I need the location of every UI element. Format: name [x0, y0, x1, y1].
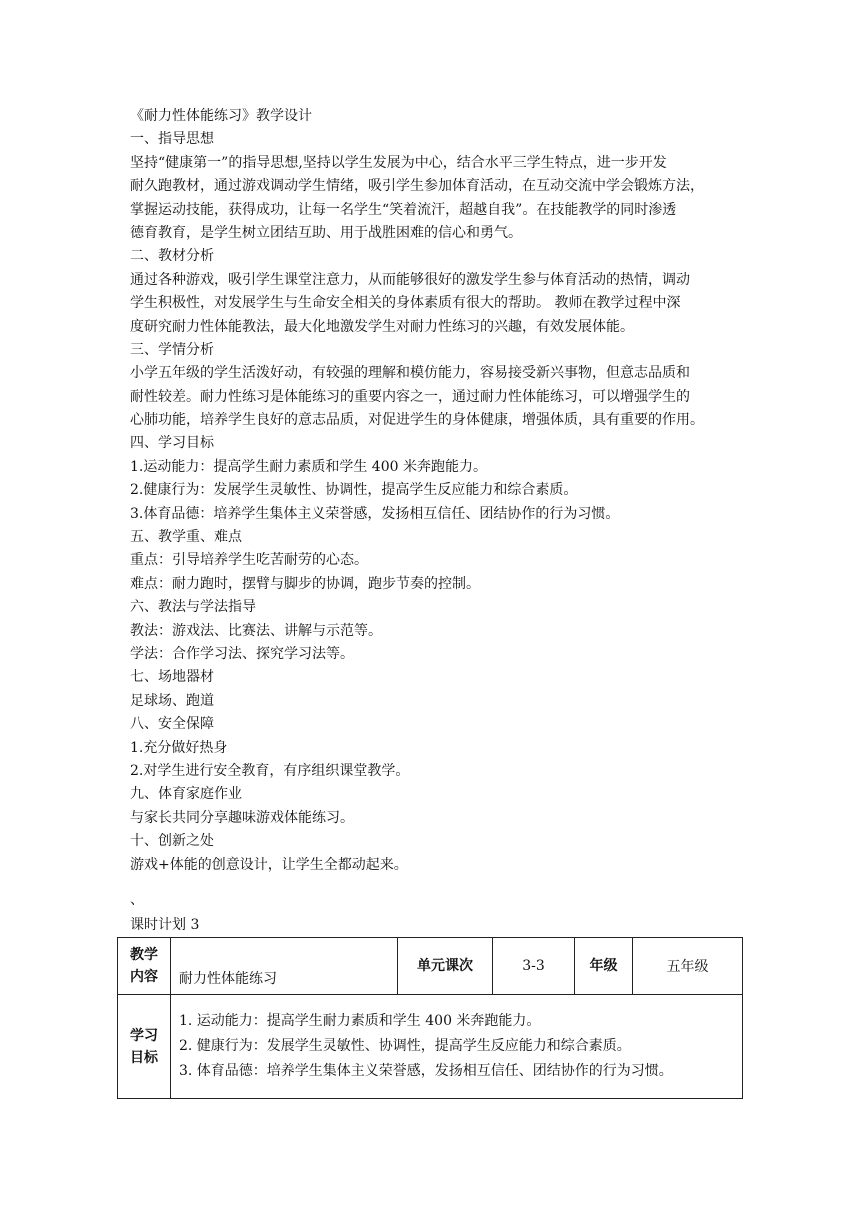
lesson-design-text: [130, 105, 746, 877]
paragraph-line: 通过各种游戏，吸引学生课堂注意力，从而能够很好的激发学生参与体育活动的热情，调动: [130, 271, 690, 288]
goal-item: 1.运动能力：提高学生耐力素质和学生 400 米奔跑能力。: [130, 458, 487, 475]
paragraph-line: 游戏+体能的创意设计，让学生全都动起来。: [130, 856, 408, 873]
grade-value-cell: [633, 938, 743, 995]
section-heading: 十、创新之处: [130, 833, 214, 850]
unit-value-cell: [493, 938, 575, 995]
unit-label-cell: [398, 938, 493, 995]
table-row: [118, 995, 743, 1099]
paragraph-line: 度研究耐力性体能教法，最大化地激发学生对耐力性练习的兴趣，有效发展体能。: [130, 318, 634, 335]
goal-line: 1. 运动能力：提高学生耐力素质和学生 400 米奔跑能力。: [179, 1013, 541, 1029]
goal-item: 2.健康行为：发展学生灵敏性、协调性，提高学生反应能力和综合素质。: [130, 482, 578, 499]
plan-title: 课时计划 3: [130, 917, 200, 933]
content-label-line1: 教学: [130, 947, 158, 963]
content-label-cell: [118, 938, 171, 995]
section-heading: 一、指导思想: [130, 131, 214, 148]
paragraph-line: 2.对学生进行安全教育，有序组织课堂教学。: [130, 762, 410, 779]
section-heading: 七、场地器材: [130, 669, 214, 686]
goal-item: 3.体育品德：培养学生集体主义荣誉感，发扬相互信任、团结协作的行为习惯。: [130, 505, 620, 522]
paragraph-line: 耐性较差。耐力性练习是体能练习的重要内容之一，通过耐力性体能练习，可以增强学生的: [130, 388, 690, 405]
stray-mark: 、: [130, 892, 144, 908]
section-heading: 五、教学重、难点: [130, 529, 242, 546]
paragraph-line: 1.充分做好热身: [130, 739, 228, 756]
paragraph-line: 重点：引导培养学生吃苦耐劳的心态。: [130, 552, 368, 569]
goals-label-line2: 目标: [130, 1049, 158, 1066]
paragraph-line: 小学五年级的学生活泼好动，有较强的理解和模仿能力，容易接受新兴事物，但意志品质和: [130, 365, 690, 382]
section-heading: 二、教材分析: [130, 248, 214, 265]
doc-title: 《耐力性体能练习》教学设计: [130, 108, 312, 124]
table-row: [118, 938, 743, 995]
section-heading: 四、学习目标: [130, 435, 214, 452]
paragraph-line: 足球场、跑道: [130, 692, 214, 709]
paragraph-line: 耐久跑教材，通过游戏调动学生情绪，吸引学生参加体育活动，在互动交流中学会锻炼方法，: [130, 178, 704, 195]
paragraph-line: 难点：耐力跑时，摆臂与脚步的协调，跑步节奏的控制。: [130, 575, 480, 592]
goal-line: 3. 体育品德：培养学生集体主义荣誉感，发扬相互信任、团结协作的行为习惯。: [179, 1063, 673, 1079]
unit-value: 3-3: [522, 958, 545, 974]
goals-label-line1: 学习: [130, 1027, 158, 1044]
goal-line: 2. 健康行为：发展学生灵敏性、协调性，提高学生反应能力和综合素质。: [179, 1038, 631, 1054]
section-heading: 六、教法与学法指导: [130, 599, 256, 616]
goals-cell: [171, 995, 743, 1099]
section-heading: 三、学情分析: [130, 341, 214, 358]
paragraph-line: 学生积极性，对发展学生与生命安全相关的身体素质有很大的帮助。 教师在教学过程中深: [130, 295, 681, 312]
grade-value: 五年级: [666, 959, 709, 975]
goals-label-cell: [118, 995, 171, 1099]
paragraph-line: 与家长共同分享趣味游戏体能练习。: [130, 809, 354, 826]
paragraph-line: 坚持“健康第一”的指导思想,坚持以学生发展为中心，结合水平三学生特点，进一步开发: [130, 154, 667, 171]
section-heading: 九、体育家庭作业: [130, 786, 242, 803]
section-heading: 八、安全保障: [130, 716, 214, 733]
unit-label: 单元课次: [417, 958, 473, 974]
content-value-cell: [171, 938, 398, 995]
paragraph-line: 掌握运动技能，获得成功，让每一名学生“笑着流汗，超越自我”。在技能教学的同时渗透: [130, 201, 677, 218]
lesson-plan-table: [117, 937, 743, 1099]
grade-label: 年级: [589, 958, 618, 974]
paragraph-line: 教法：游戏法、比赛法、讲解与示范等。: [130, 622, 382, 639]
paragraph-line: 德育教育，是学生树立团结互助、用于战胜困难的信心和勇气。: [130, 224, 522, 241]
content-value: 耐力性体能练习: [179, 971, 277, 987]
grade-label-cell: [575, 938, 633, 995]
content-label-line2: 内容: [130, 969, 158, 985]
paragraph-line: 学法：合作学习法、探究学习法等。: [130, 645, 354, 662]
paragraph-line: 心肺功能，培养学生良好的意志品质，对促进学生的身体健康，增强体质，具有重要的作用。: [130, 412, 704, 429]
